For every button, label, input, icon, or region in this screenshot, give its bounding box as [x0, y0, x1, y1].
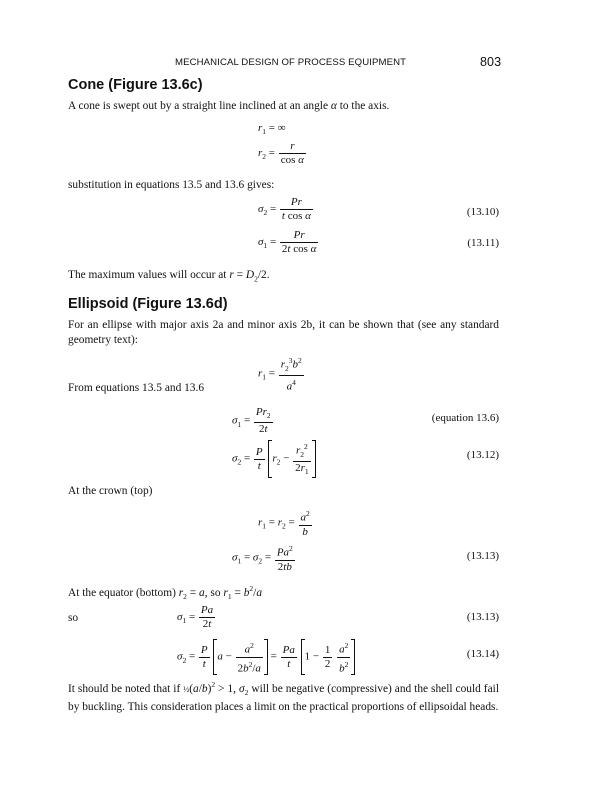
- cone-intro: A cone is swept out by a straight line inclined at an angle α to the axis.: [68, 100, 390, 112]
- ellipsoid-intro: For an ellipse with major axis 2a and minor axis 2b, it can be shown that (see any standard geometry text):: [68, 319, 499, 346]
- so-label: so: [68, 612, 79, 624]
- eq-number-13-10: (13.10): [466, 206, 499, 218]
- cone-eq-sigma2: $\sigma_2$ = $\frac{Pr}{\text{t cos α}}$: [258, 196, 311, 222]
- eq-number-13-13-a: (13.13): [466, 550, 499, 562]
- cone-eq-r2: $r_2$ = $\frac{r}{\text{cos α}}$: [258, 140, 304, 166]
- equator-eq-sigma1: $\sigma_1$ = $\frac{Pa}{2t}$: [177, 604, 214, 630]
- eq-number-13-12: (13.12): [466, 449, 499, 461]
- buckling-note: It should be noted that if $\frac{1}{2}(a/b)^2 > 1$, $\sigma_2$ will be negative (compressive) and the shell could fail by buckling. This consideration places a limit on the practical proportions of ellipsoidal heads.: [68, 680, 499, 714]
- eq-number-13-14: (13.14): [466, 648, 499, 660]
- cone-eq-r1: $r_1$ = ∞: [258, 122, 286, 137]
- running-title: MECHANICAL DESIGN OF PROCESS EQUIPMENT: [175, 57, 407, 68]
- crown-eq-sigma: $\sigma_1 = \sigma_2$ = $\frac{Pa^2}{2tb}$: [232, 544, 293, 573]
- cone-max-text: The maximum values will occur at $r = D_2/2$.: [68, 269, 270, 284]
- cone-subst-text: substitution in equations 13.5 and 13.6 gives:: [68, 179, 275, 191]
- running-header: [0, 57, 612, 71]
- eq-number-13-11: (13.11): [467, 237, 499, 249]
- cone-heading: Cone (Figure 13.6c): [68, 77, 203, 93]
- ellipsoid-eq-sigma2: $\sigma_2$ = $\frac{P}{t}$ $r_2$ − $\frac{r_2^2}{2r_1}$: [232, 440, 316, 478]
- equator-eq-sigma2: $\sigma_2$ = $\frac{P}{t}$ a − $\frac{a^2}{2b^2/a}$ = $\frac{Pa}{t}$ 1 − $\frac{1}{2}$ $\frac{a^2}{b^2}$: [177, 639, 355, 675]
- equator-text: At the equator (bottom) $r_2 = a$, so $r_1 = b^2/a$: [68, 584, 263, 602]
- page-number: 803: [480, 55, 502, 69]
- ellipsoid-heading: Ellipsoid (Figure 13.6d): [68, 296, 228, 312]
- crown-text: At the crown (top): [68, 485, 153, 497]
- from-equations-text: From equations 13.5 and 13.6: [68, 382, 205, 394]
- eq-number-13-13-b: (13.13): [466, 611, 499, 623]
- ellipsoid-eq-r1: $r_1$ = $\frac{r_2^3b^2}{a^4}$: [258, 356, 302, 393]
- crown-eq-r: $r_1 = r_2$ = $\frac{a^2}{b}$: [258, 509, 310, 538]
- ellipsoid-eq-sigma1: $\sigma_1$ = $\frac{Pr_2}{2t}$: [232, 406, 271, 436]
- cone-eq-sigma1: $\sigma_1$ = $\frac{Pr}{\text{2t cos α}}$: [258, 229, 317, 255]
- eq-number-13-6: (equation 13.6): [431, 412, 499, 424]
